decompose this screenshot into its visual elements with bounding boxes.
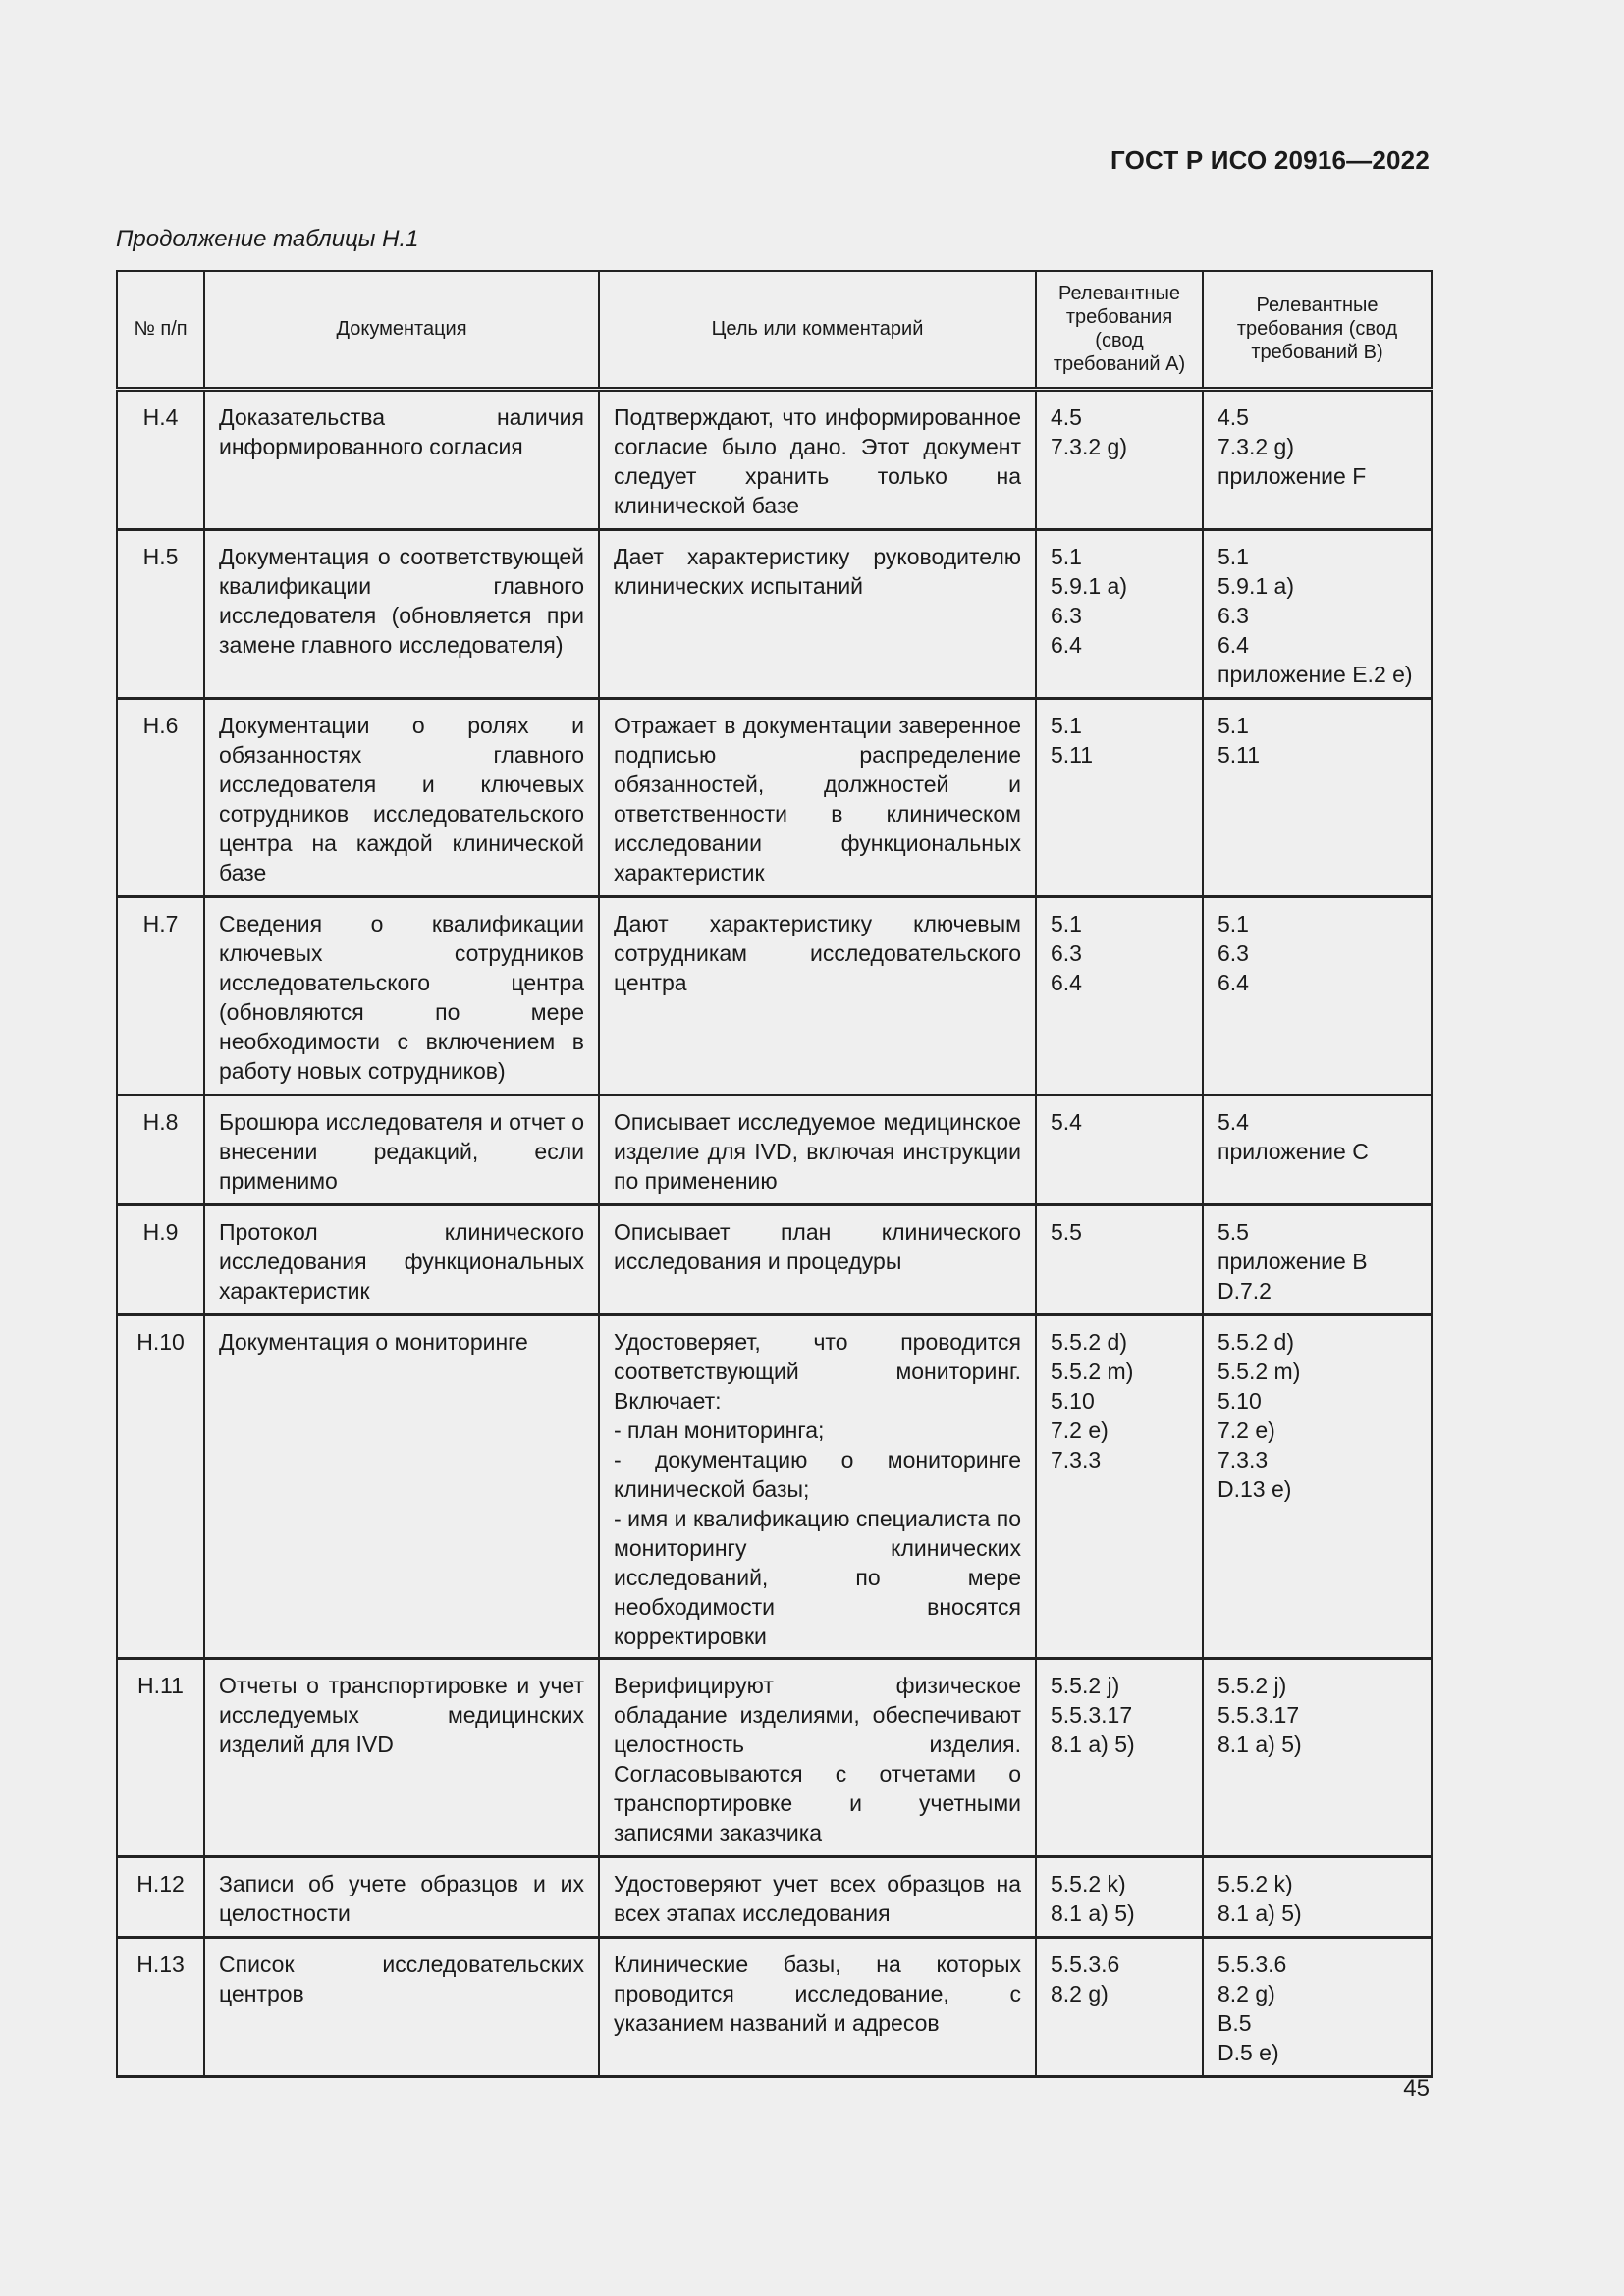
requirement-reference: 5.4 (1051, 1108, 1082, 1135)
cell-documentation: Записи об учете образцов и их целостности (204, 1856, 599, 1937)
cell-purpose (599, 1314, 1036, 1658)
table-row (117, 389, 1432, 529)
requirement-reference: 5.11 (1218, 741, 1261, 768)
purpose-text: Удостоверяют учет всех образцов на всех этапах исследования (614, 1870, 1021, 1926)
cell-requirements-a (1036, 896, 1203, 1095)
requirement-reference: 5.10 (1051, 1387, 1095, 1414)
documentation-table-wrapper (116, 270, 1431, 2078)
table-body (117, 389, 1432, 2076)
cell-requirements-b (1203, 1314, 1432, 1658)
cell-row-number: Н.5 (117, 529, 204, 698)
cell-row-number: Н.11 (117, 1658, 204, 1856)
requirement-reference: приложение В (1218, 1248, 1368, 1274)
requirement-reference: 6.3 (1051, 602, 1082, 628)
requirement-reference: 5.5 (1051, 1218, 1082, 1245)
cell-documentation: Доказательства наличия информированного согласия (204, 389, 599, 529)
requirement-reference: D.13 e) (1218, 1475, 1292, 1502)
requirement-reference: 5.5.2 m) (1051, 1358, 1134, 1384)
requirement-reference: 5.1 (1051, 712, 1082, 738)
requirement-reference: приложение Е.2 е) (1218, 661, 1413, 687)
requirement-reference: 8.1 a) 5) (1051, 1899, 1135, 1926)
column-header-number: № п/п (117, 271, 204, 389)
cell-documentation: Сведения о квалификации ключевых сотрудников исследовательского центра (обновляются по мере необходимости с включением в работу новых сотрудников) (204, 896, 599, 1095)
requirement-reference: 6.3 (1218, 939, 1249, 966)
requirement-reference: 6.3 (1051, 939, 1082, 966)
requirement-reference: 5.1 (1218, 910, 1249, 936)
requirement-reference: 7.3.3 (1218, 1446, 1269, 1472)
cell-purpose (599, 389, 1036, 529)
cell-purpose (599, 698, 1036, 896)
table-row (117, 1937, 1432, 2076)
requirement-reference: 7.3.2 g) (1051, 433, 1127, 459)
cell-purpose (599, 1658, 1036, 1856)
table-row (117, 698, 1432, 896)
cell-documentation: Документации о ролях и обязанностях главного исследователя и ключевых сотрудников исследовательского центра на каждой клинической базе (204, 698, 599, 896)
purpose-list-item: - план мониторинга; (614, 1416, 825, 1443)
requirement-reference: 8.2 g) (1051, 1980, 1109, 2006)
requirement-reference: B.5 (1218, 2009, 1252, 2036)
requirement-reference: 5.5.3.17 (1051, 1701, 1133, 1728)
requirement-reference: 7.2 e) (1051, 1416, 1109, 1443)
cell-purpose (599, 1204, 1036, 1314)
cell-documentation: Отчеты о транспортировке и учет исследуемых медицинских изделий для IVD (204, 1658, 599, 1856)
cell-row-number: Н.9 (117, 1204, 204, 1314)
column-header-purpose: Цель или комментарий (599, 271, 1036, 389)
requirement-reference: 5.11 (1051, 741, 1094, 768)
requirement-reference: 5.1 (1051, 910, 1082, 936)
column-header-requirements-a: Релевантные требования (свод требований А) (1036, 271, 1203, 389)
table-row (117, 1204, 1432, 1314)
purpose-text: Описывает план клинического исследования и процедуры (614, 1218, 1021, 1274)
table-row (117, 896, 1432, 1095)
requirement-reference: 5.5 (1218, 1218, 1249, 1245)
cell-requirements-b (1203, 1095, 1432, 1204)
requirement-reference: 5.5.2 d) (1218, 1328, 1294, 1355)
cell-row-number: Н.7 (117, 896, 204, 1095)
requirement-reference: 7.3.2 g) (1218, 433, 1294, 459)
requirement-reference: 5.5.3.6 (1218, 1950, 1287, 1977)
column-header-documentation: Документация (204, 271, 599, 389)
cell-requirements-b (1203, 529, 1432, 698)
table-row (117, 1095, 1432, 1204)
cell-requirements-a (1036, 1658, 1203, 1856)
cell-documentation: Список исследовательских центров (204, 1937, 599, 2076)
cell-requirements-a (1036, 698, 1203, 896)
cell-row-number: Н.10 (117, 1314, 204, 1658)
requirement-reference: 6.4 (1218, 969, 1249, 995)
purpose-text: Подтверждают, что информированное согласие было дано. Этот документ следует хранить только на клинической базе (614, 403, 1021, 518)
cell-requirements-a (1036, 1856, 1203, 1937)
cell-requirements-a (1036, 1095, 1203, 1204)
cell-row-number: Н.8 (117, 1095, 204, 1204)
requirement-reference: 5.5.2 d) (1051, 1328, 1127, 1355)
cell-purpose (599, 1937, 1036, 2076)
requirement-reference: приложение С (1218, 1138, 1369, 1164)
cell-requirements-b (1203, 1204, 1432, 1314)
cell-requirements-a (1036, 529, 1203, 698)
requirement-reference: 6.4 (1051, 969, 1082, 995)
cell-row-number: Н.4 (117, 389, 204, 529)
cell-documentation: Брошюра исследователя и отчет о внесении редакций, если применимо (204, 1095, 599, 1204)
cell-row-number: Н.12 (117, 1856, 204, 1937)
cell-purpose (599, 529, 1036, 698)
table-row (117, 1314, 1432, 1658)
cell-requirements-b (1203, 698, 1432, 896)
column-header-requirements-b: Релевантные требования (свод требований В) (1203, 271, 1432, 389)
purpose-text: Описывает исследуемое медицинское изделие для IVD, включая инструкции по применению (614, 1108, 1021, 1194)
requirement-reference: 5.5.2 j) (1051, 1672, 1120, 1698)
cell-purpose (599, 1856, 1036, 1937)
requirement-reference: 8.1 a) 5) (1218, 1899, 1302, 1926)
cell-requirements-b (1203, 896, 1432, 1095)
purpose-list-item: - документацию о мониторинге клинической базы; (614, 1446, 1021, 1502)
requirement-reference: 5.5.2 k) (1218, 1870, 1293, 1896)
cell-requirements-a (1036, 389, 1203, 529)
cell-documentation: Документация о мониторинге (204, 1314, 599, 1658)
purpose-list-item: - имя и квалификацию специалиста по мониторингу клинических исследований, по мере необходимости вносятся корректировки (614, 1505, 1021, 1649)
cell-requirements-a (1036, 1937, 1203, 2076)
cell-purpose (599, 1095, 1036, 1204)
purpose-text: Клинические базы, на которых проводится исследование, с указанием названий и адресов (614, 1950, 1021, 2036)
requirement-reference: 4.5 (1051, 403, 1082, 430)
cell-documentation: Протокол клинического исследования функциональных характеристик (204, 1204, 599, 1314)
requirement-reference: 5.5.3.6 (1051, 1950, 1120, 1977)
cell-row-number: Н.6 (117, 698, 204, 896)
purpose-text: Отражает в документации заверенное подписью распределение обязанностей, должностей и ответственности в клиническом исследовании функциональных характеристик (614, 712, 1021, 885)
purpose-text: Верифицируют физическое обладание изделиями, обеспечивают целостность изделия. Согласовываются с отчетами о транспортировке и учетными записями заказчика (614, 1672, 1021, 1845)
requirement-reference: 7.3.3 (1051, 1446, 1102, 1472)
cell-documentation: Документация о соответствующей квалификации главного исследователя (обновляется при замене главного исследователя) (204, 529, 599, 698)
table-caption: Продолжение таблицы Н.1 (116, 226, 419, 252)
table-row (117, 529, 1432, 698)
cell-requirements-a (1036, 1204, 1203, 1314)
cell-requirements-b (1203, 1937, 1432, 2076)
purpose-text: Удостоверяет, что проводится соответствующий мониторинг. Включает: (614, 1328, 1021, 1414)
requirement-reference: 5.5.2 m) (1218, 1358, 1301, 1384)
table-row (117, 1658, 1432, 1856)
requirement-reference: 6.4 (1218, 631, 1249, 658)
requirement-reference: 8.1 a) 5) (1051, 1731, 1135, 1757)
requirement-reference: 5.9.1 a) (1051, 572, 1127, 599)
requirement-reference: 5.5.3.17 (1218, 1701, 1300, 1728)
requirement-reference: 5.1 (1218, 712, 1249, 738)
cell-requirements-b (1203, 389, 1432, 529)
requirement-reference: 5.10 (1218, 1387, 1262, 1414)
document-standard-title: ГОСТ Р ИСО 20916—2022 (1110, 145, 1430, 175)
cell-row-number: Н.13 (117, 1937, 204, 2076)
purpose-text: Дают характеристику ключевым сотрудникам исследовательского центра (614, 910, 1021, 995)
requirement-reference: 8.2 g) (1218, 1980, 1275, 2006)
requirement-reference: 5.5.2 j) (1218, 1672, 1287, 1698)
requirement-reference: приложение F (1218, 462, 1367, 489)
table-row (117, 1856, 1432, 1937)
requirement-reference: 6.4 (1051, 631, 1082, 658)
cell-purpose (599, 896, 1036, 1095)
cell-requirements-b (1203, 1856, 1432, 1937)
requirement-reference: 8.1 a) 5) (1218, 1731, 1302, 1757)
requirement-reference: 5.5.2 k) (1051, 1870, 1126, 1896)
documentation-table (116, 270, 1433, 2078)
requirement-reference: 5.4 (1218, 1108, 1249, 1135)
requirement-reference: 4.5 (1218, 403, 1249, 430)
table-header-row (117, 271, 1432, 389)
requirement-reference: 5.1 (1218, 543, 1249, 569)
cell-requirements-b (1203, 1658, 1432, 1856)
requirement-reference: 5.9.1 a) (1218, 572, 1294, 599)
purpose-text: Дает характеристику руководителю клинических испытаний (614, 543, 1021, 599)
requirement-reference: 6.3 (1218, 602, 1249, 628)
page-number: 45 (1403, 2075, 1430, 2102)
cell-requirements-a (1036, 1314, 1203, 1658)
requirement-reference: D.7.2 (1218, 1277, 1272, 1304)
requirement-reference: D.5 e) (1218, 2039, 1279, 2065)
requirement-reference: 7.2 e) (1218, 1416, 1275, 1443)
requirement-reference: 5.1 (1051, 543, 1082, 569)
